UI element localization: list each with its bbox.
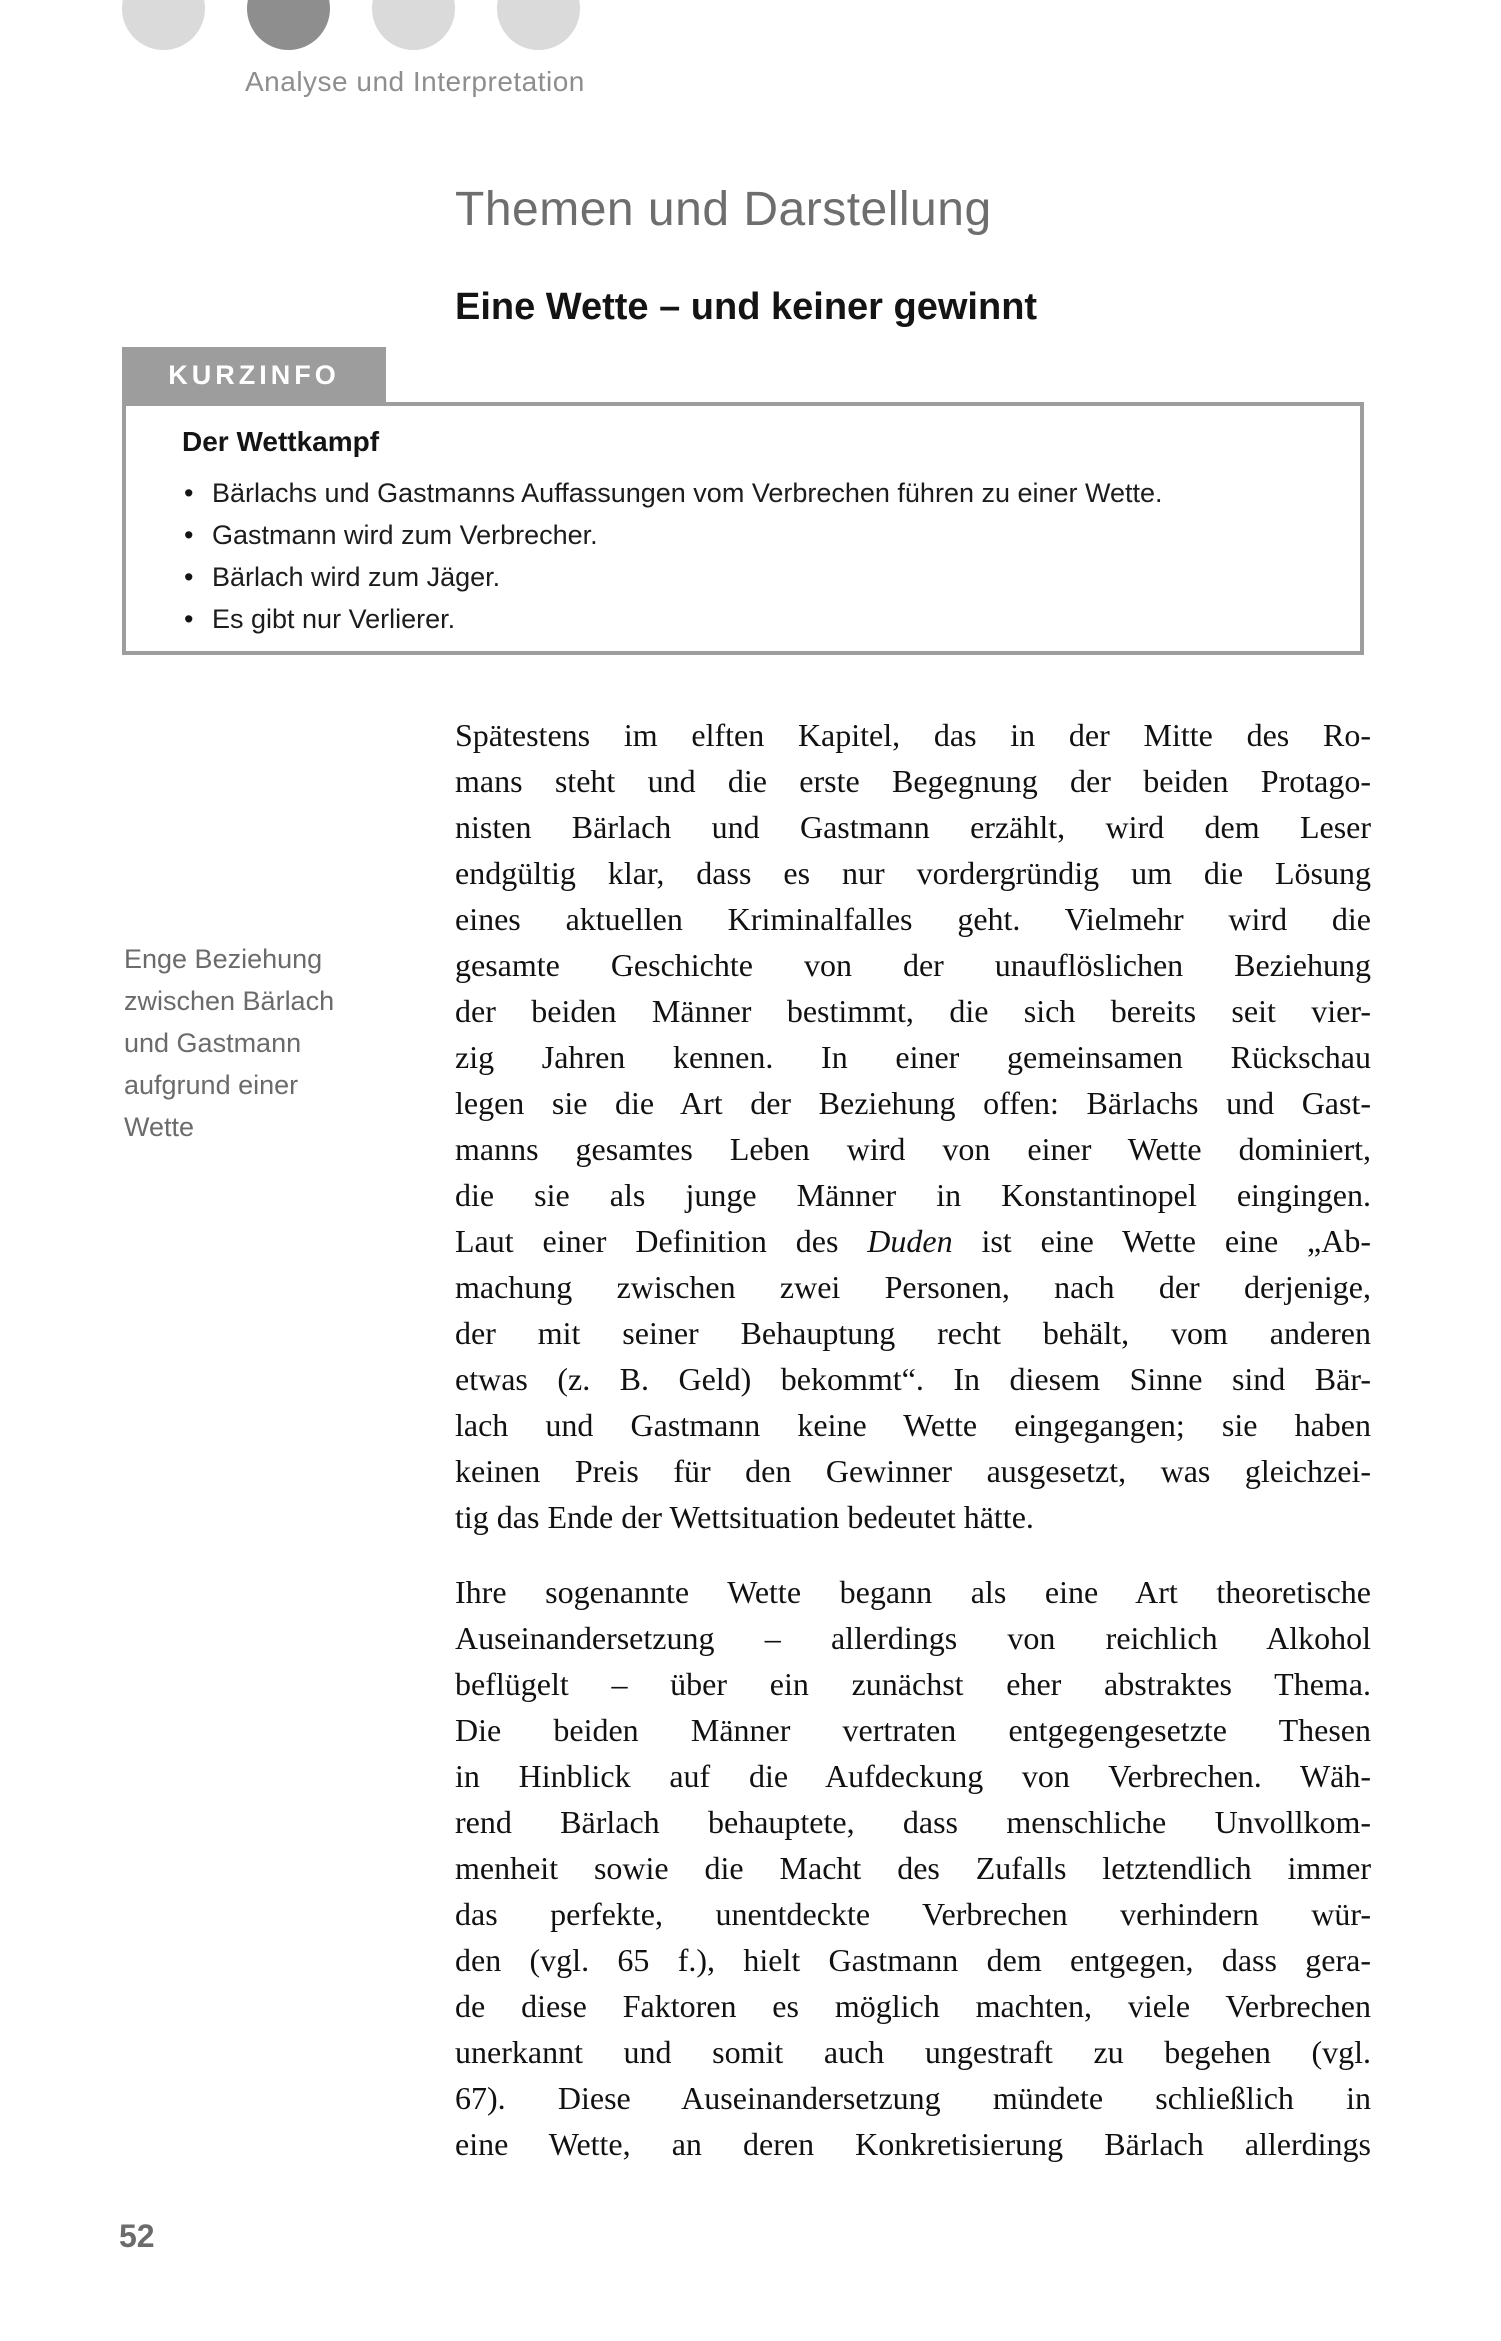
body-text [455, 712, 1371, 2167]
text-line: nisten Bärlach und Gastmann erzählt, wird dem Leser [455, 809, 1371, 845]
text-line: mans steht und die erste Begegnung der beiden Protago- [455, 763, 1371, 799]
margin-note-line: aufgrund einer [124, 1070, 299, 1100]
kurzinfo-tab-label: KURZINFO [122, 347, 386, 404]
text-line: etwas (z. B. Geld) bekommt“. In diesem Sinne sind Bär- [455, 1361, 1371, 1397]
text-line: in Hinblick auf die Aufdeckung von Verbrechen. Wäh- [455, 1758, 1371, 1794]
text-line: Ihre sogenannte Wette begann als eine Art theoretische [455, 1574, 1371, 1610]
kurzinfo-bullet: • Gastmann wird zum Verbrecher. [182, 514, 1330, 556]
page-subtitle: Eine Wette – und keiner gewinnt [455, 286, 1038, 328]
text-line: machung zwischen zwei Personen, nach der derjenige, [455, 1269, 1371, 1305]
text-line: legen sie die Art der Beziehung offen: Bärlachs und Gast- [455, 1085, 1371, 1121]
text-line: unerkannt und somit auch ungestraft zu begehen (vgl. [455, 2034, 1371, 2070]
text-line: beflügelt – über ein zunächst eher abstraktes Thema. [455, 1666, 1371, 1702]
progress-dot [372, 0, 455, 50]
progress-dot [122, 0, 205, 50]
text-line: Spätestens im elften Kapitel, das in der Mitte des Ro- [455, 717, 1371, 753]
margin-note-line: Enge Beziehung [124, 944, 323, 974]
kurzinfo-bullet: • Es gibt nur Verlierer. [182, 598, 1330, 640]
kurzinfo-bullet-list [182, 472, 1330, 640]
text-line: menheit sowie die Macht des Zufalls letztendlich immer [455, 1850, 1371, 1886]
page-title: Themen und Darstellung [455, 183, 992, 236]
text-line: eines aktuellen Kriminalfalles geht. Vielmehr wird die [455, 901, 1371, 937]
text-line: Die beiden Männer vertraten entgegengesetzte Thesen [455, 1712, 1371, 1748]
paragraph [455, 712, 1371, 1540]
kurzinfo-bullet: • Bärlachs und Gastmanns Auffassungen vom Verbrechen führen zu einer Wette. [182, 472, 1330, 514]
section-label: Analyse und Interpretation [245, 66, 585, 97]
text-line: eine Wette, an deren Konkretisierung Bärlach allerdings [455, 2126, 1371, 2162]
text-line: de diese Faktoren es möglich machten, viele Verbrechen [455, 1988, 1371, 2024]
text-line: endgültig klar, dass es nur vordergründig um die Lösung [455, 855, 1371, 891]
text-line: den (vgl. 65 f.), hielt Gastmann dem entgegen, dass gera- [455, 1942, 1371, 1978]
text-line: Auseinandersetzung – allerdings von reichlich Alkohol [455, 1620, 1371, 1656]
text-line: das perfekte, unentdeckte Verbrechen verhindern wür- [455, 1896, 1371, 1932]
page-number: 52 [119, 2218, 155, 2254]
margin-note-line: und Gastmann [124, 1028, 302, 1058]
paragraph [455, 1569, 1371, 2167]
text-line: der beiden Männer bestimmt, die sich bereits seit vier- [455, 993, 1371, 1029]
margin-note-line: Wette [124, 1112, 195, 1142]
margin-note [124, 938, 424, 1148]
text-line: zig Jahren kennen. In einer gemeinsamen Rückschau [455, 1039, 1371, 1075]
text-line: keinen Preis für den Gewinner ausgesetzt, was gleichzei- [455, 1453, 1371, 1489]
margin-note-line: zwischen Bärlach [124, 986, 335, 1016]
text-line: Laut einer Definition des Duden ist eine Wette eine „Ab- [455, 1223, 1372, 1259]
text-line: gesamte Geschichte von der unauflöslichen Beziehung [455, 947, 1371, 983]
text-line: 67). Diese Auseinandersetzung mündete schließlich in [455, 2080, 1371, 2116]
kurzinfo-heading: Der Wettkampf [182, 426, 380, 457]
chapter-progress-dots [0, 0, 1501, 60]
progress-dot [247, 0, 330, 50]
text-line: manns gesamtes Leben wird von einer Wette dominiert, [455, 1131, 1371, 1167]
text-line: die sie als junge Männer in Konstantinopel eingingen. [455, 1177, 1371, 1213]
text-line: lach und Gastmann keine Wette eingegangen; sie haben [455, 1407, 1371, 1443]
progress-dot [497, 0, 580, 50]
text-line: rend Bärlach behauptete, dass menschliche Unvollkom- [455, 1804, 1371, 1840]
text-line: tig das Ende der Wettsituation bedeutet hätte. [455, 1499, 1034, 1535]
text-line: der mit seiner Behauptung recht behält, vom anderen [455, 1315, 1371, 1351]
kurzinfo-bullet: • Bärlach wird zum Jäger. [182, 556, 1330, 598]
kurzinfo-box [122, 402, 1364, 655]
